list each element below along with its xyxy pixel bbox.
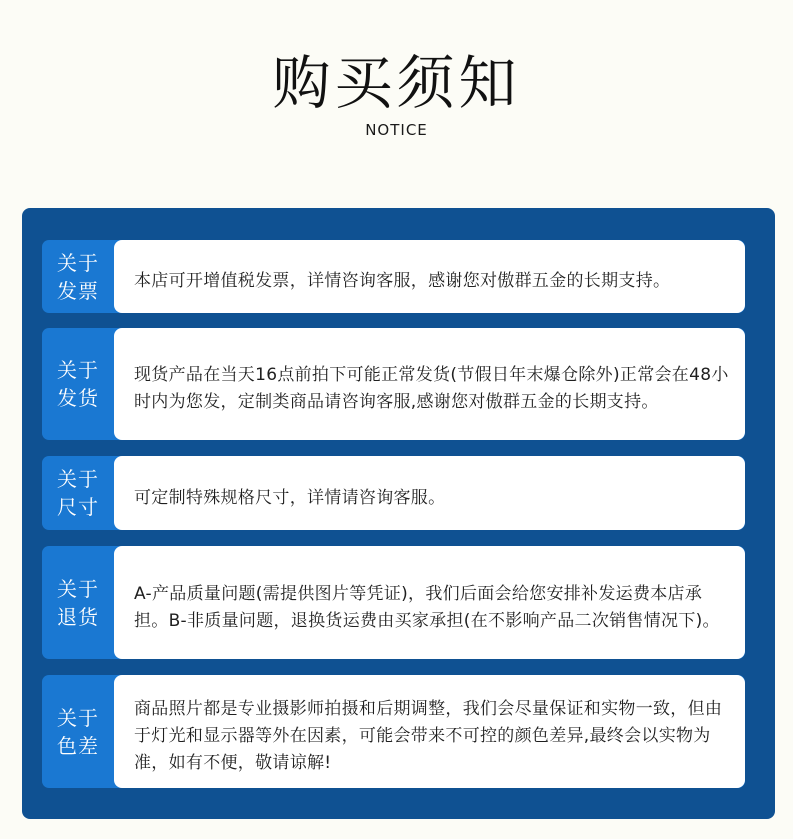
notice-card-shipping — [114, 328, 745, 440]
notice-row-invoice — [42, 240, 745, 313]
notice-tag-color — [42, 675, 114, 788]
notice-text-color: 商品照片都是专业摄影师拍摄和后期调整，我们会尽量保证和实物一致，但由于灯光和显示器等外在因素，可能会带来不可控的颜色差异,最终会以实物为准，如有不便，敬请谅解! — [134, 699, 723, 773]
page-title: 购买须知 — [272, 49, 521, 117]
notice-tag-size — [42, 456, 114, 530]
notice-row-size — [42, 456, 745, 530]
notice-card-size — [114, 456, 745, 530]
notice-text-shipping: 现货产品在当天16点前拍下可能正常发货(节假日年末爆仓除外)正常会在48小时内为您发，定制类商品请咨询客服,感谢您对傲群五金的长期支持。 — [134, 365, 729, 412]
notice-tag-line: 发货 — [57, 386, 99, 410]
notice-tag-line: 关于 — [57, 358, 99, 382]
notice-tag-line: 尺寸 — [57, 495, 99, 519]
notice-card-returns — [114, 546, 745, 659]
notice-tag-line: 发票 — [57, 278, 99, 303]
notice-row-returns — [42, 546, 745, 659]
notice-tag-line: 关于 — [57, 705, 99, 730]
notice-tag-returns — [42, 546, 114, 659]
notice-tag-shipping — [42, 328, 114, 440]
notice-tag-line: 退货 — [57, 604, 99, 629]
notice-tag-line: 关于 — [57, 467, 99, 491]
notice-card-color — [114, 675, 745, 788]
notice-text-size: 可定制特殊规格尺寸，详情请咨询客服。 — [134, 487, 446, 508]
notice-tag-line: 关于 — [57, 576, 99, 601]
notice-text-returns: A-产品质量问题(需提供图片等凭证)，我们后面会给您安排补发运费本店承担。B-非质量问题，退换货运费由买家承担(在不影响产品二次销售情况下)。 — [134, 583, 720, 631]
page-subtitle: NOTICE — [365, 121, 428, 139]
notice-panel — [22, 208, 775, 819]
notice-tag-invoice — [42, 240, 114, 313]
notice-tag-line: 关于 — [57, 250, 99, 275]
notice-row-shipping — [42, 328, 745, 440]
notice-card-invoice — [114, 240, 745, 313]
notice-text-invoice: 本店可开增值税发票，详情咨询客服，感谢您对傲群五金的长期支持。 — [134, 271, 671, 291]
notice-row-color — [42, 675, 745, 788]
notice-tag-line: 色差 — [57, 733, 99, 758]
